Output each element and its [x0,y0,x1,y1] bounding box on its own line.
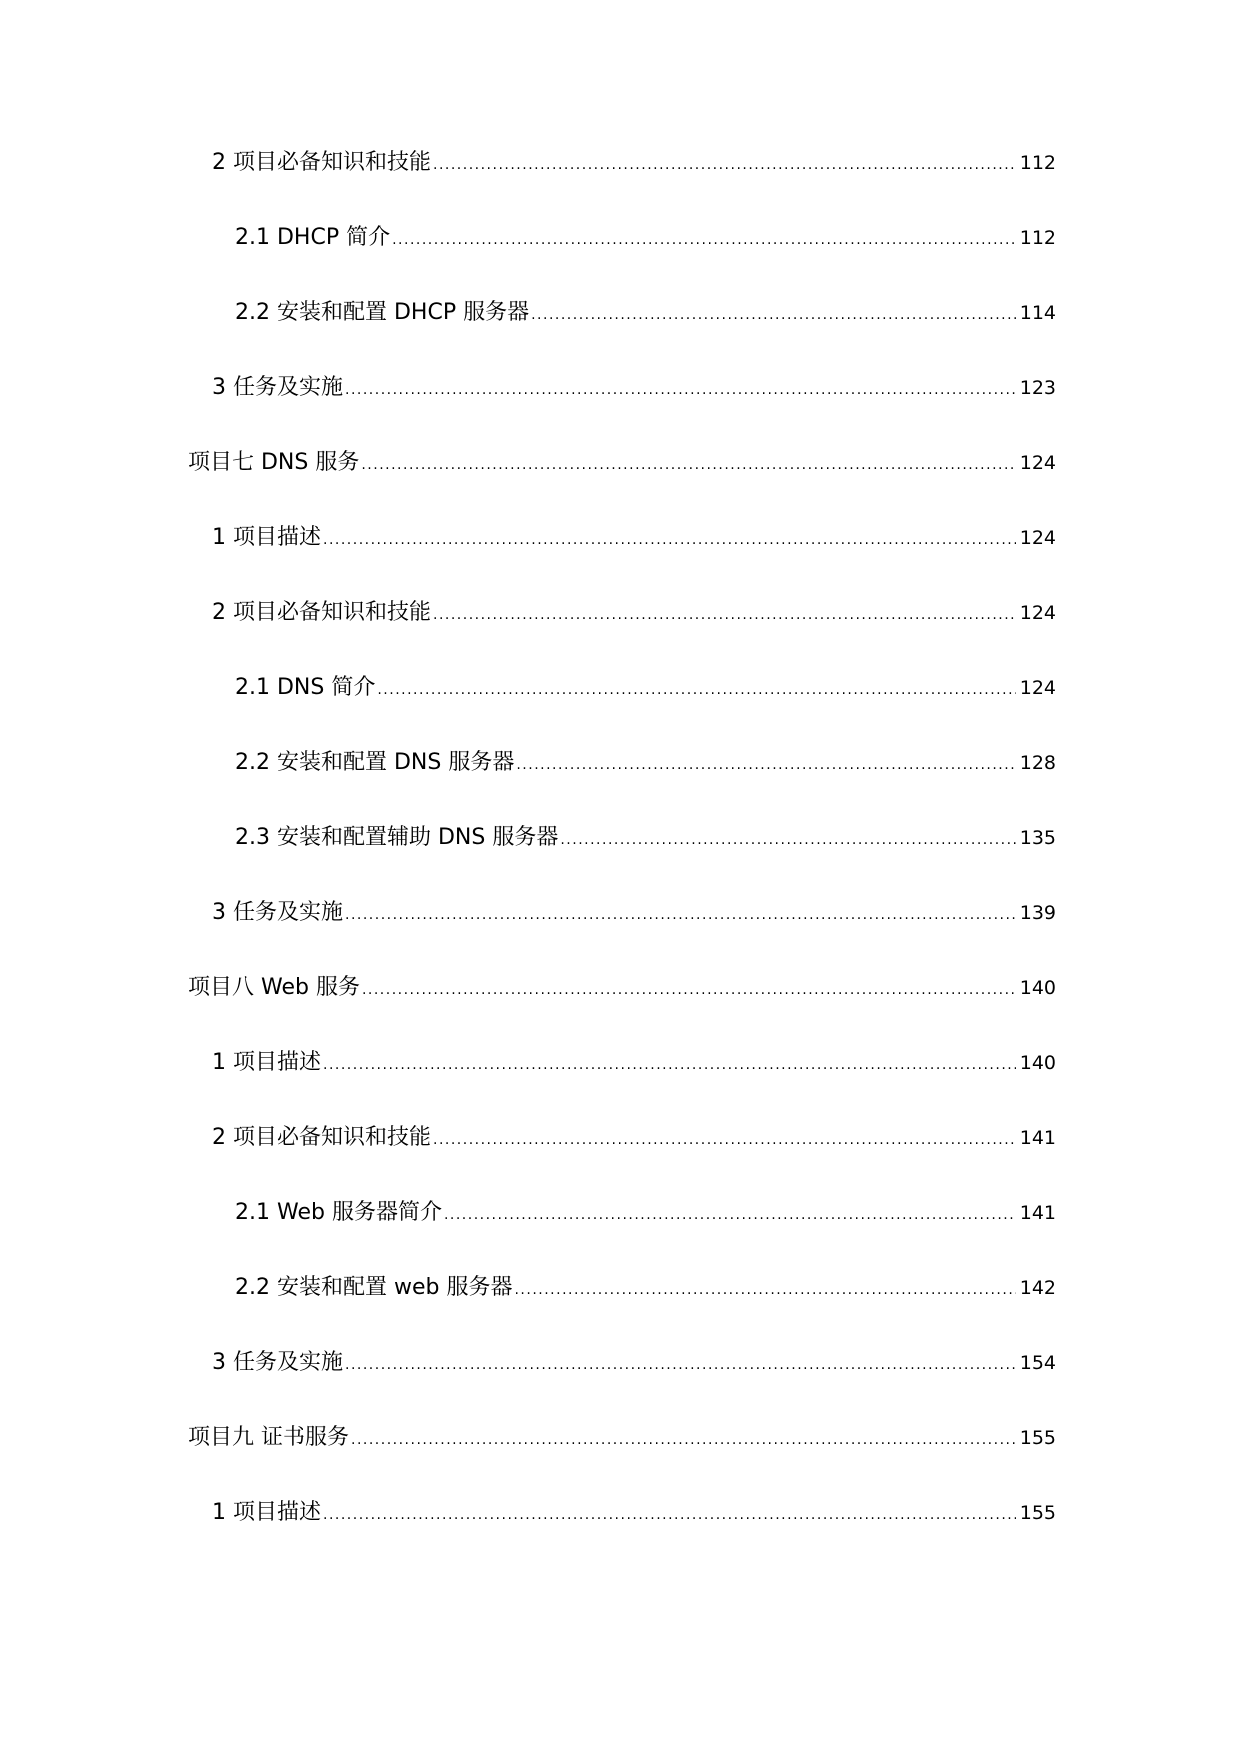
toc-page-number: 140 [1019,1052,1056,1074]
toc-dot-leader [377,672,1015,708]
toc-dot-leader [392,222,1016,258]
toc-entry-label: 3 任务及实施 [212,900,343,925]
toc-entry[interactable] [212,145,1056,181]
toc-entry[interactable] [235,1270,1056,1306]
toc-dot-leader [362,972,1016,1008]
toc-dot-leader [323,1047,1016,1083]
toc-dot-leader [345,1347,1016,1383]
toc-entry-label: 1 项目描述 [212,1050,321,1075]
toc-entry[interactable] [212,1495,1056,1531]
toc-page-number: 155 [1019,1502,1056,1524]
toc-page-number: 142 [1019,1277,1056,1299]
toc-entry[interactable] [212,895,1056,931]
toc-entry-label: 项目七 DNS 服务 [188,450,360,475]
toc-entry-label: 2.2 安装和配置 web 服务器 [235,1275,513,1300]
toc-entry[interactable] [212,595,1056,631]
toc-entry-label: 2.1 DNS 简介 [235,675,376,700]
toc-page-number: 139 [1019,902,1056,924]
toc-page-number: 124 [1019,602,1056,624]
toc-entry[interactable] [235,745,1056,781]
toc-entry-label: 1 项目描述 [212,1500,321,1525]
toc-page-number: 112 [1019,152,1056,174]
toc-page-number: 114 [1019,302,1056,324]
toc-dot-leader [531,297,1016,333]
toc-entry-label: 2 项目必备知识和技能 [212,150,431,175]
toc-entry[interactable] [235,670,1056,706]
toc-entry-label: 2.2 安装和配置 DHCP 服务器 [235,300,530,325]
toc-page-number: 155 [1019,1427,1056,1449]
toc-entry-label: 项目八 Web 服务 [188,975,360,1000]
toc-page-number: 154 [1019,1352,1056,1374]
toc-entry[interactable] [188,970,1056,1006]
toc-dot-leader [516,747,1015,783]
toc-entry[interactable] [212,1345,1056,1381]
toc-page-number: 124 [1019,452,1056,474]
toc-page-number: 123 [1019,377,1056,399]
toc-entry-label: 1 项目描述 [212,525,321,550]
toc-entry[interactable] [212,370,1056,406]
toc-entry[interactable] [235,1195,1056,1231]
toc-entry-label: 3 任务及实施 [212,1350,343,1375]
toc-dot-leader [351,1422,1016,1458]
toc-entry-label: 项目九 证书服务 [188,1425,349,1450]
toc-page-number: 124 [1019,527,1056,549]
toc-dot-leader [444,1197,1016,1233]
toc-entry[interactable] [188,445,1056,481]
toc-entry[interactable] [235,220,1056,256]
toc-entry-label: 3 任务及实施 [212,375,343,400]
toc-dot-leader [514,1272,1015,1308]
toc-entry[interactable] [212,1045,1056,1081]
toc-dot-leader [345,897,1016,933]
toc-entry[interactable] [212,1120,1056,1156]
toc-page-number: 140 [1019,977,1056,999]
toc-dot-leader [433,1122,1016,1158]
toc-dot-leader [323,522,1016,558]
toc-page-number: 135 [1019,827,1056,849]
toc-dot-leader [361,447,1015,483]
toc-entry[interactable] [235,295,1056,331]
toc-page-number: 124 [1019,677,1056,699]
toc-page-number: 112 [1019,227,1056,249]
toc-page-number: 141 [1019,1202,1056,1224]
toc-page-number: 141 [1019,1127,1056,1149]
toc-entry-label: 2.2 安装和配置 DNS 服务器 [235,750,515,775]
toc-dot-leader [433,147,1016,183]
toc-entry-label: 2 项目必备知识和技能 [212,1125,431,1150]
toc-entry-label: 2.1 DHCP 简介 [235,225,391,250]
toc-entry-label: 2.1 Web 服务器简介 [235,1200,442,1225]
toc-page-number: 128 [1019,752,1056,774]
toc-dot-leader [345,372,1016,408]
toc-entry[interactable] [235,820,1056,856]
toc-dot-leader [433,597,1016,633]
toc-entry[interactable] [212,520,1056,556]
toc-dot-leader [560,822,1015,858]
toc-entry-label: 2.3 安装和配置辅助 DNS 服务器 [235,825,559,850]
toc-entry-label: 2 项目必备知识和技能 [212,600,431,625]
toc-dot-leader [323,1497,1016,1533]
toc-entry[interactable] [188,1420,1056,1456]
